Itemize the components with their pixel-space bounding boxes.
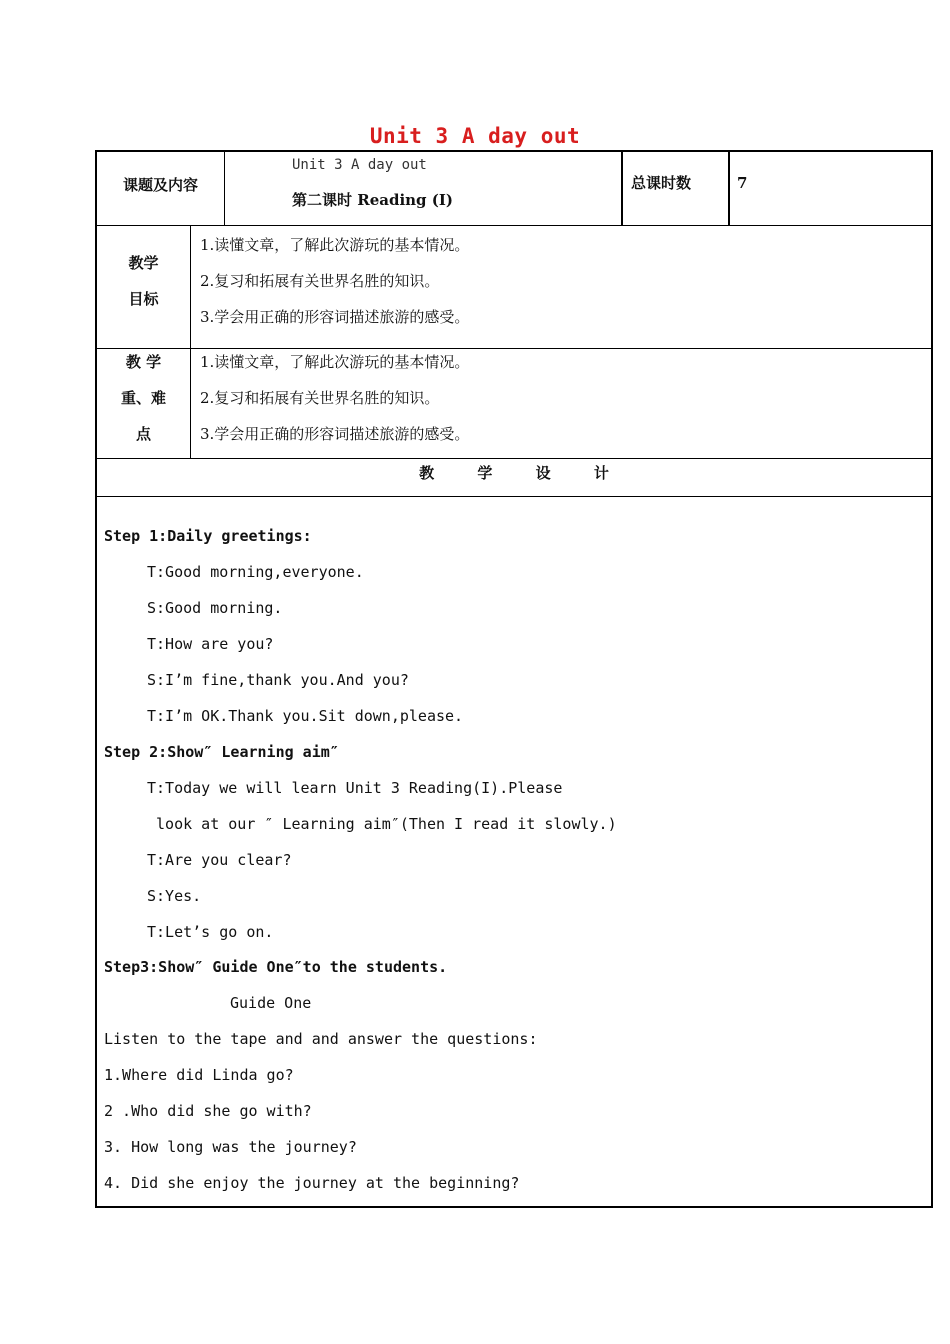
topic-line-2: 第二课时 Reading (I)	[292, 191, 453, 209]
key-points-label-1: 教 学	[125, 353, 162, 371]
objective-item: 3.学会用正确的形容词描述旅游的感受。	[200, 308, 470, 326]
guide-title: Guide One	[230, 994, 312, 1012]
table-bottom-border	[95, 1206, 933, 1208]
dialogue-line: T:Let’s go on.	[147, 923, 274, 941]
dialogue-line: look at our ″ Learning aim″(Then I read it slowly.)	[147, 815, 617, 833]
dialogue-line: T:Today we will learn Unit 3 Reading(I).Please	[147, 779, 563, 797]
dialogue-line: T:Are you clear?	[147, 851, 292, 869]
objectives-label-2: 目标	[128, 290, 159, 308]
table-right-border	[931, 150, 933, 1208]
key-point-item: 3.学会用正确的形容词描述旅游的感受。	[200, 425, 470, 443]
design-heading: 教 学 设 计	[419, 464, 609, 482]
document-title: Unit 3 A day out	[369, 124, 581, 148]
hours-label: 总课时数	[631, 174, 692, 192]
step3-title: Step3:Show″ Guide One″to the students.	[104, 958, 448, 976]
dialogue-line: T:How are you?	[147, 635, 274, 653]
divider	[95, 496, 933, 497]
key-points-label-3: 点	[135, 425, 151, 443]
objective-item: 1.读懂文章，了解此次游玩的基本情况。	[200, 236, 470, 254]
objectives-label-1: 教学	[128, 254, 159, 272]
key-point-item: 1.读懂文章，了解此次游玩的基本情况。	[200, 353, 470, 371]
guide-intro: Listen to the tape and and answer the questions:	[104, 1030, 538, 1048]
step2-title: Step 2:Show″ Learning aim″	[104, 743, 339, 761]
divider	[728, 150, 730, 226]
divider	[95, 225, 933, 226]
step1-title: Step 1:Daily greetings:	[104, 527, 312, 545]
dialogue-line: S:Good morning.	[147, 599, 283, 617]
question: 2 .Who did she go with?	[104, 1102, 312, 1120]
divider	[190, 226, 191, 459]
dialogue-line: S:Yes.	[147, 887, 202, 905]
dialogue-line: S:I’m fine,thank you.And you?	[147, 671, 409, 689]
key-points-label-2: 重、难	[120, 389, 166, 407]
question: 3. How long was the journey?	[104, 1138, 357, 1156]
key-point-item: 2.复习和拓展有关世界名胜的知识。	[200, 389, 440, 407]
objective-item: 2.复习和拓展有关世界名胜的知识。	[200, 272, 440, 290]
table-top-border	[95, 150, 933, 152]
divider	[621, 150, 623, 226]
dialogue-line: T:Good morning,everyone.	[147, 563, 364, 581]
topic-line-1: Unit 3 A day out	[292, 157, 427, 173]
question: 1.Where did Linda go?	[104, 1066, 294, 1084]
divider	[95, 458, 933, 459]
table-left-border	[95, 150, 97, 1208]
topic-label: 课题及内容	[122, 176, 198, 194]
hours-value: 7	[737, 174, 748, 192]
divider	[224, 150, 225, 226]
question: 4. Did she enjoy the journey at the beginning?	[104, 1174, 520, 1192]
divider	[95, 348, 933, 349]
dialogue-line: T:I’m OK.Thank you.Sit down,please.	[147, 707, 464, 725]
